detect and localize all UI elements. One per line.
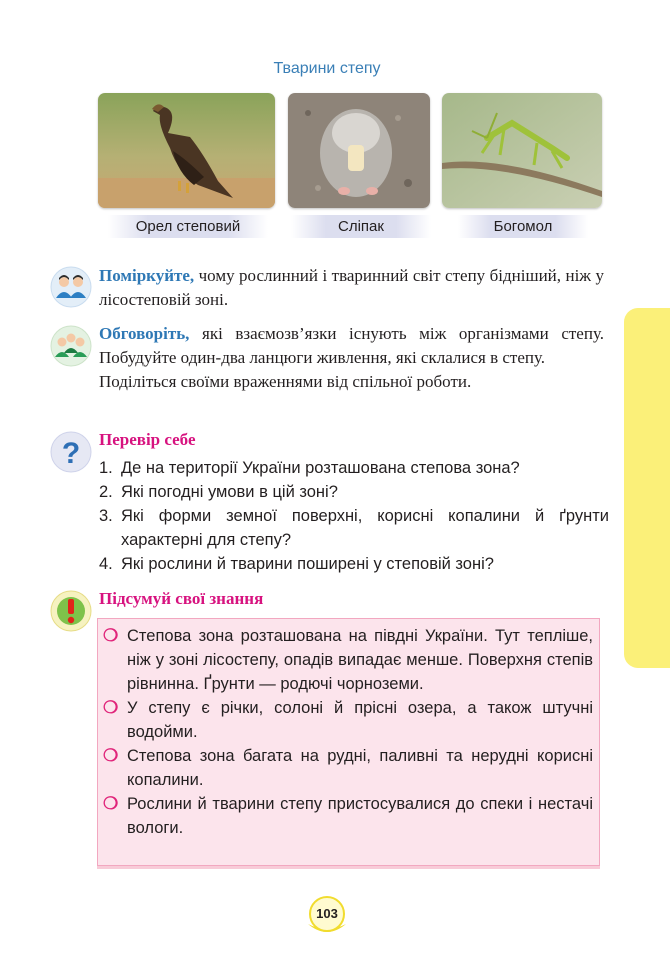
summary-text: Рослини й тварини степу пристосувалися до спеки і нестачі вологи. <box>127 795 593 837</box>
think-keyword: Поміркуйте, <box>99 266 195 285</box>
question-item <box>99 552 609 576</box>
question-text: Які погодні умови в цій зоні? <box>121 483 338 501</box>
ring-bullet-icon: ❍ <box>103 626 119 645</box>
summary-item <box>103 792 593 840</box>
question-number: 1. <box>99 459 113 477</box>
question-number: 2. <box>99 483 113 501</box>
question-text: Які рослини й тварини поширені у степовій зоні? <box>121 555 494 573</box>
section-title: Тварини степу <box>273 60 381 77</box>
summary-text: У степу є річки, солоні й прісні озера, а також штучні водойми. <box>127 699 593 741</box>
mole-rat-photo <box>288 93 430 208</box>
question-item <box>99 480 609 504</box>
think-text: чому рослинний і тваринний світ степу бідніший, ніж у лісостеповій зоні. <box>99 266 604 309</box>
mantis-caption: Богомол <box>458 215 588 238</box>
exclamation-icon <box>50 590 92 632</box>
discuss-keyword: Обговоріть, <box>99 324 190 343</box>
summary-item <box>103 696 593 744</box>
question-text: Які форми земної поверхні, корисні копалини й ґрунти характерні для степу? <box>121 507 609 549</box>
page-number: 103 <box>309 896 345 932</box>
discuss-paragraph <box>99 322 604 394</box>
mole-rat-caption: Сліпак <box>291 215 431 238</box>
question-icon <box>50 431 92 473</box>
summary-item <box>103 744 593 792</box>
check-title: Перевір себе <box>99 430 196 449</box>
eagle-caption: Орел степовий <box>108 215 268 238</box>
svg-text:?: ? <box>61 437 81 470</box>
summary-text: Степова зона розташована на півдні України. Тут тепліше, ніж у зоні лісостепу, опадів випадає менше. Поверхня степів рівнинна. Ґрунти — родючі чорноземи. <box>127 627 593 693</box>
summary-title: Підсумуй свої знання <box>99 589 264 608</box>
question-number: 3. <box>99 507 113 525</box>
question-number: 4. <box>99 555 113 573</box>
question-item <box>99 456 609 480</box>
students-discuss-icon <box>50 325 92 367</box>
question-item <box>99 504 609 552</box>
summary-item <box>103 624 593 696</box>
summary-box-shadow <box>97 866 600 869</box>
summary-list <box>103 624 593 840</box>
discuss-text: які взаємозв’язки існують між організмами степу. Побудуйте один-два ланцюги живлення, які склалися в степу. <box>99 324 604 367</box>
side-tab <box>624 308 670 668</box>
eagle-photo <box>98 93 275 208</box>
ring-bullet-icon: ❍ <box>103 746 119 765</box>
summary-text: Степова зона багата на рудні, паливні та нерудні корисні копалини. <box>127 747 593 789</box>
students-think-icon <box>50 266 92 308</box>
discuss-extra: Поділіться своїми враженнями від спільної роботи. <box>99 372 472 391</box>
question-list <box>99 456 609 576</box>
question-text: Де на території України розташована степова зона? <box>121 459 520 477</box>
ring-bullet-icon: ❍ <box>103 698 119 717</box>
think-paragraph <box>99 264 604 312</box>
mantis-photo <box>442 93 602 208</box>
ring-bullet-icon: ❍ <box>103 794 119 813</box>
